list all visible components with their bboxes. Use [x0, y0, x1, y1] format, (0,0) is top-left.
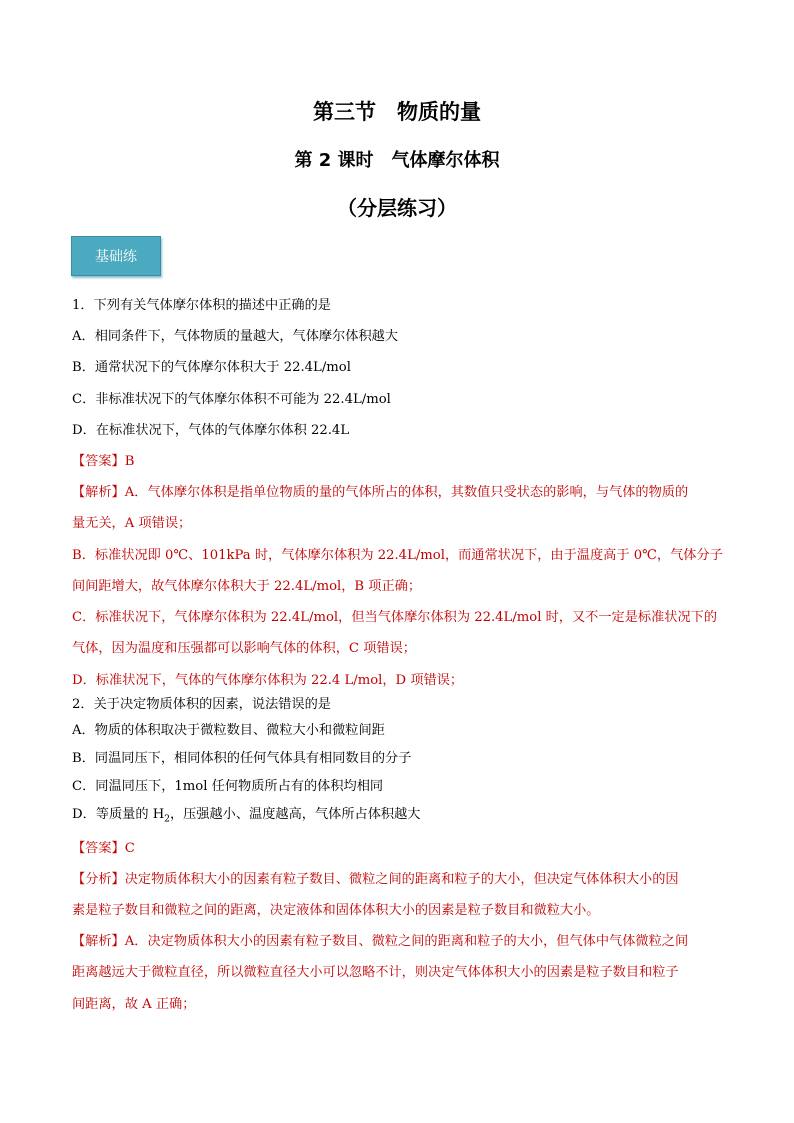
q1-stem: 1．下列有关气体摩尔体积的描述中正确的是: [72, 298, 331, 313]
q1-answer: [72, 453, 134, 471]
analysis-text: A．决定物质体积大小的因素有粒子数目、微粒之间的距离和粒子的大小，但气体中气体微粒之间: [124, 934, 689, 949]
lesson-title: 第 2 课时 气体摩尔体积: [294, 150, 500, 171]
q1-analysis-line: D．标准状况下，气体的气体摩尔体积为 22.4 L/mol，D 项错误；: [72, 673, 464, 688]
option-text: D．等质量的 H: [72, 807, 165, 822]
section-badge: 基础练: [71, 236, 161, 276]
q1-analysis-line: B．标准状况即 0℃、101kPa 时，气体摩尔体积为 22.4L/mol，而通常状况下，由于温度高于 0℃，气体分子: [72, 548, 723, 563]
q2-stem: 2．关于决定物质体积的因素，说法错误的是: [72, 697, 331, 712]
analysis-tag: 【解析】: [72, 934, 125, 949]
answer-tag: 【答案】: [72, 841, 125, 856]
answer-value: B: [124, 454, 135, 469]
exercise-subtitle: （分层练习）: [337, 196, 457, 220]
fenxi-tag: 【分析】: [72, 872, 125, 887]
q2-option-a: A．物质的体积取决于微粒数目、微粒大小和微粒间距: [72, 723, 385, 738]
q2-answer: [72, 840, 135, 858]
q2-fenxi-line: [72, 871, 679, 889]
q2-analysis-line: 间距离，故 A 正确；: [72, 997, 196, 1012]
q1-analysis-line: C．标准状况下，气体摩尔体积为 22.4L/mol，但当气体摩尔体积为 22.4L/mol 时，又不一定是标准状况下的: [72, 610, 718, 625]
analysis-tag: 【解析】: [72, 485, 125, 500]
q2-analysis-line: 距离越远大于微粒直径，所以微粒直径大小可以忽略不计，则决定气体体积大小的因素是粒子数目和粒子: [72, 965, 679, 980]
q1-analysis-line: 量无关，A 项错误；: [72, 516, 192, 531]
q1-option-c: C．非标准状况下的气体摩尔体积不可能为 22.4L/mol: [72, 392, 391, 407]
q1-analysis-line: 气体，因为温度和压强都可以影响气体的体积，C 项错误；: [72, 641, 416, 656]
q1-option-b: B．通常状况下的气体摩尔体积大于 22.4L/mol: [72, 360, 351, 375]
q2-option-c: C．同温同压下，1mol 任何物质所占有的体积均相同: [72, 779, 384, 794]
q2-analysis-line: [72, 933, 688, 951]
option-text: ，压强越小、温度越高，气体所占体积越大: [169, 807, 421, 822]
q2-fenxi-line: 素是粒子数目和微粒之间的距离，决定液体和固体体积大小的因素是粒子数目和微粒大小。: [72, 903, 600, 918]
q1-analysis-line: [72, 484, 688, 502]
answer-value: C: [124, 841, 135, 856]
fenxi-text: 决定物质体积大小的因素有粒子数目、微粒之间的距离和粒子的大小，但决定气体体积大小的因: [124, 872, 679, 887]
q2-option-b: B．同温同压下，相同体积的任何气体具有相同数目的分子: [72, 751, 412, 766]
analysis-text: A．气体摩尔体积是指单位物质的量的气体所占的体积，其数值只受状态的影响，与气体的物质的: [124, 485, 689, 500]
chapter-title: 第三节 物质的量: [313, 100, 481, 124]
answer-tag: 【答案】: [72, 454, 125, 469]
q2-option-d: [72, 806, 421, 829]
q1-analysis-line: 间间距增大，故气体摩尔体积大于 22.4L/mol，B 项正确；: [72, 579, 422, 594]
q1-option-a: A．相同条件下，气体物质的量越大，气体摩尔体积越大: [72, 329, 399, 344]
q1-option-d: D．在标准状况下，气体的气体摩尔体积 22.4L: [72, 423, 350, 438]
subscript: 2: [164, 814, 170, 825]
